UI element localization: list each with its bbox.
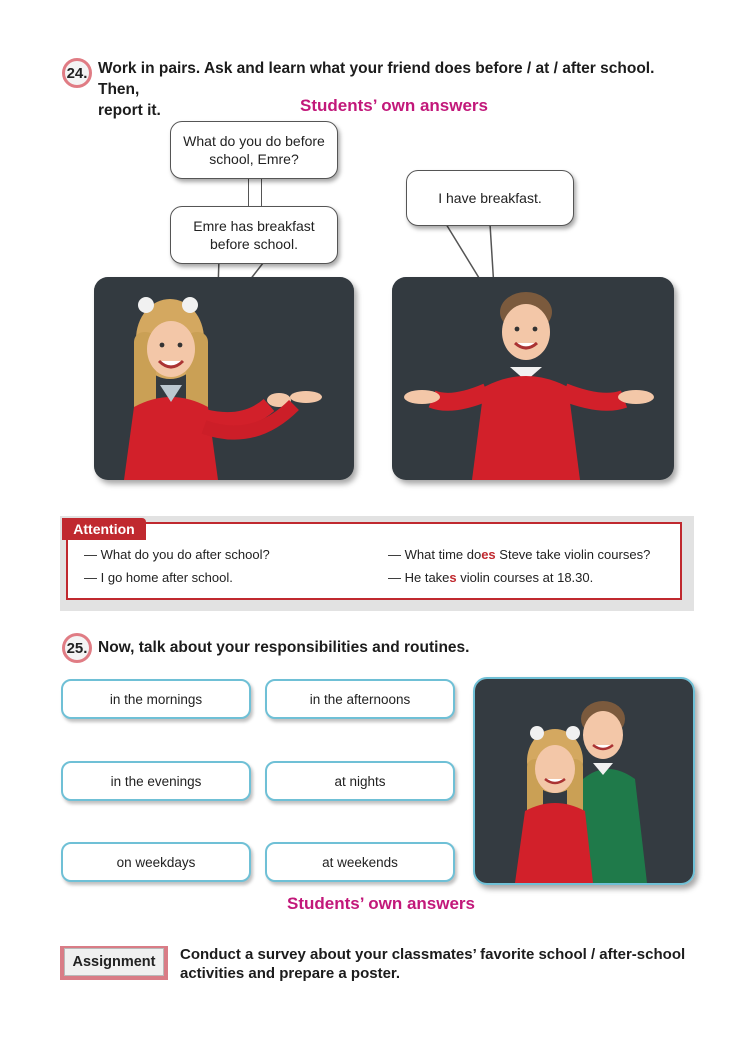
- speech-bubble-report: [170, 206, 338, 264]
- task-number-badge-25: 25.: [62, 633, 92, 663]
- task-25-instruction: Now, talk about your responsibilities and routines.: [98, 639, 470, 656]
- attention-right-answer-start: — He take: [388, 570, 450, 585]
- boy-illustration: [392, 277, 674, 480]
- phrase-card-afternoons: in the afternoons: [265, 679, 455, 719]
- task-24-line1: Work in pairs. Ask and learn what your friend does before / at / after school. Then,: [98, 60, 655, 98]
- phrase-card-mornings: in the mornings: [61, 679, 251, 719]
- attention-right-question: [388, 547, 650, 562]
- task-number-badge: 24.: [62, 58, 92, 88]
- students-answer-note-25: Students’ own answers: [287, 894, 475, 913]
- boy-photo: [392, 277, 674, 480]
- attention-left-question: — What do you do after school?: [84, 547, 270, 562]
- assignment-line2: activities and prepare a poster.: [180, 965, 401, 982]
- phrase-card-nights: at nights: [265, 761, 455, 801]
- girl-illustration: [94, 277, 354, 480]
- assignment-line1: Conduct a survey about your classmates’ favorite school / after-school: [180, 946, 686, 963]
- bubble-question-line1: What do you do before: [183, 133, 325, 149]
- attention-tab: Attention: [62, 518, 146, 540]
- attention-right-question-highlight: es: [481, 547, 496, 562]
- attention-left-answer: — I go home after school.: [84, 570, 233, 585]
- attention-right-question-end: Steve take violin courses?: [495, 547, 651, 562]
- bubble-report-line1: Emre has breakfast: [193, 218, 315, 234]
- bubble-report-line2: before school.: [210, 236, 298, 252]
- students-answer-note-24: Students’ own answers: [300, 96, 488, 115]
- attention-right-answer-highlight: s: [449, 570, 457, 585]
- attention-right-answer: [388, 570, 593, 585]
- speech-bubble-boy: [406, 170, 574, 226]
- speech-bubble-question: [170, 121, 338, 179]
- bubble-connector: [248, 178, 262, 208]
- bubble-boy-text: I have breakfast.: [438, 190, 542, 206]
- phrase-card-evenings: in the evenings: [61, 761, 251, 801]
- phrase-card-weekdays: on weekdays: [61, 842, 251, 882]
- assignment-label: Assignment: [64, 948, 164, 976]
- attention-right-question-start: — What time do: [388, 547, 482, 562]
- girl-photo: [94, 277, 354, 480]
- children-photo: [473, 677, 695, 885]
- phrase-card-weekends: at weekends: [265, 842, 455, 882]
- attention-right-answer-end: violin courses at 18.30.: [456, 570, 594, 585]
- bubble-question-line2: school, Emre?: [209, 151, 299, 167]
- children-illustration: [475, 679, 693, 883]
- task-24-line2: report it.: [98, 102, 161, 119]
- assignment-text: [180, 945, 700, 983]
